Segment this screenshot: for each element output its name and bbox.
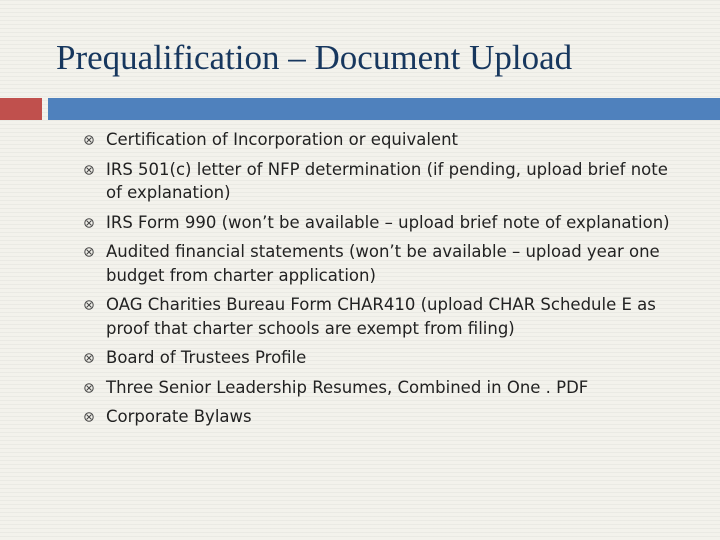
bullet-text: Board of Trustees Profile — [106, 348, 307, 367]
bullet-item — [84, 211, 684, 235]
bullet-item — [84, 293, 684, 340]
circled-cross-bullet-icon — [84, 135, 94, 145]
circled-cross-bullet-icon — [84, 353, 94, 363]
slide-title: Prequalification – Document Upload — [56, 38, 573, 77]
circled-cross-bullet-icon — [84, 412, 94, 422]
bullet-text: IRS Form 990 (won’t be available – upload brief note of explanation) — [106, 212, 670, 232]
bullet-item — [84, 158, 684, 205]
bullet-item — [84, 376, 684, 400]
bullet-item — [84, 240, 684, 287]
title-divider-blue-bar — [48, 98, 720, 120]
circled-cross-bullet-icon — [84, 383, 94, 393]
circled-cross-bullet-icon — [84, 165, 94, 175]
bullet-text: Three Senior Leadership Resumes, Combined in One . PDF — [106, 377, 589, 397]
circled-cross-bullet-icon — [84, 218, 94, 228]
bullet-text: Certification of Incorporation or equivalent — [106, 130, 459, 149]
bullet-text: Corporate Bylaws — [106, 407, 252, 426]
bullet-text: IRS 501(c) letter of NFP determination (if pending, upload brief note of explanation) — [106, 159, 668, 202]
circled-cross-bullet-icon — [84, 300, 94, 310]
bullet-text: OAG Charities Bureau Form CHAR410 (upload CHAR Schedule E as proof that charter schools are exempt from filing) — [106, 295, 656, 338]
title-divider-red-block — [0, 98, 42, 120]
bullet-list — [84, 128, 684, 435]
bullet-item — [84, 346, 684, 370]
bullet-item — [84, 128, 684, 152]
bullet-item — [84, 405, 684, 429]
bullet-text: Audited financial statements (won’t be available – upload year one budget from charter application) — [106, 242, 660, 285]
circled-cross-bullet-icon — [84, 247, 94, 257]
